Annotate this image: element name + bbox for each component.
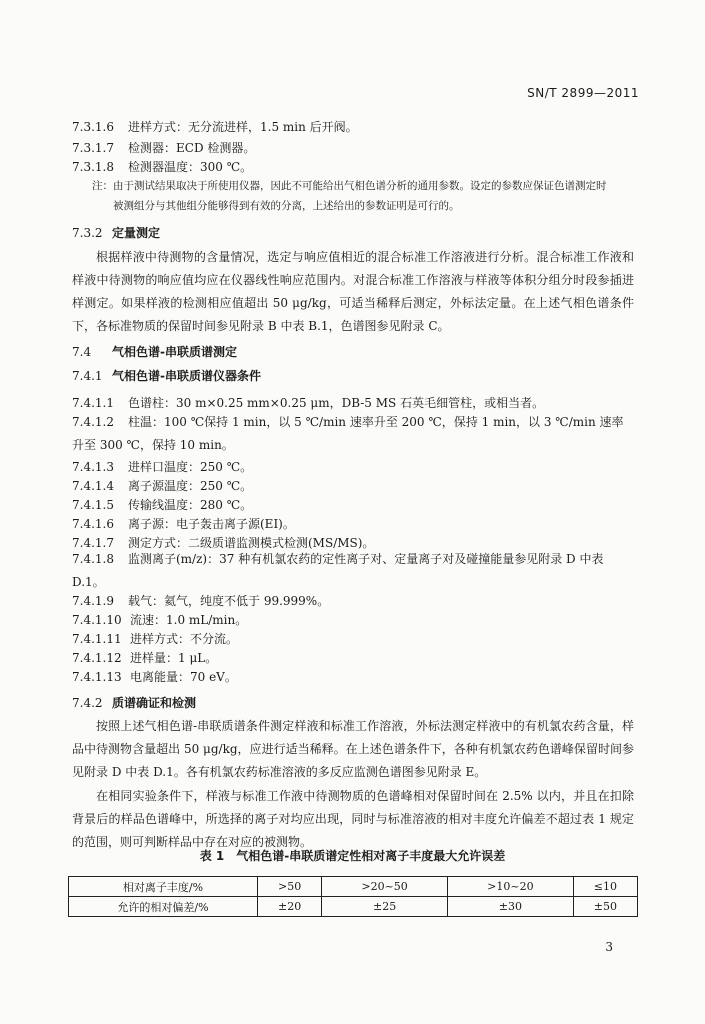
list-item: 7.4.1.12 进样量：1 μL。 (72, 651, 218, 665)
section-heading: 7.4.1 气相色谱-串联质谱仪器条件 (72, 369, 261, 383)
list-item: 7.4.1.8 监测离子(m/z)：37 种有机氯农药的定性离子对、定量离子对及碰撞能量参见附录 D 中表 D.1。 (72, 552, 604, 589)
table-row (69, 877, 638, 897)
list-item: 7.4.1.2 柱温：100 ℃保持 1 min，以 5 ℃/min 速率升至 200 ℃，保持 1 min，以 3 ℃/min 速率升至 300 ℃，保持 10 min。 (72, 415, 624, 452)
list-item: 7.4.1.6 离子源：电子轰击离子源(EI)。 (72, 517, 295, 531)
list-item: 7.3.1.6 进样方式：无分流进样，1.5 min 后开阀。 (72, 120, 358, 134)
section-heading: 7.4 气相色谱-串联质谱测定 (72, 345, 237, 359)
table-cell: 相对离子丰度/% (69, 877, 258, 897)
table-cell: ±50 (573, 897, 637, 917)
table-cell: ±30 (447, 897, 573, 917)
list-item: 7.3.1.7 检测器：ECD 检测器。 (72, 141, 256, 155)
list-item: 7.4.1.5 传输线温度：280 ℃。 (72, 498, 253, 512)
section-heading: 7.4.2 质谱确证和检测 (72, 696, 197, 710)
table-cell: ≤10 (573, 877, 637, 897)
section-heading: 7.3.2 定量测定 (72, 226, 161, 240)
list-item: 7.4.1.10 流速：1.0 mL/min。 (72, 613, 248, 627)
table-cell: 允许的相对偏差/% (69, 897, 258, 917)
list-item: 7.4.1.7 测定方式：二级质谱监测模式检测(MS/MS)。 (72, 536, 375, 550)
list-item: 7.4.1.3 进样口温度：250 ℃。 (72, 460, 253, 474)
list-item: 7.4.1.4 离子源温度：250 ℃。 (72, 479, 253, 493)
table-cell: >10~20 (447, 877, 573, 897)
table-title: 表 1 气相色谱-串联质谱定性相对离子丰度最大允许误差 (199, 849, 506, 863)
note: 注：由于测试结果取决于所使用仪器，因此不可能给出气相色谱分析的通用参数。设定的参数应保证色谱测定时 被测组分与其他组分能够得到有效的分离，上述给出的参数证明是可行的。 (92, 180, 607, 212)
paragraph: 根据样液中待测物的含量情况，选定与响应值相近的混合标准工作溶液进行分析。混合标准工作液和样液中待测物的响应值均应在仪器线性响应范围内。对混合标准工作溶液与样液等体积分组分时段参插进样测定。如果样液的检测相应值超出 50 μg/kg，可适当稀释后测定，外标法定量。在上述气相色谱条件下，各标准物质的保留时间参见附录 B 中表 B.1，色谱图参见附录 C。 (72, 250, 634, 333)
list-item: 7.4.1.13 电离能量：70 eV。 (72, 670, 237, 684)
paragraph: 按照上述气相色谱-串联质谱条件测定样液和标准工作溶液，外标法测定样液中的有机氯农药含量，样品中待测物含量超出 50 μg/kg，应进行适当稀释。在上述色谱条件下，各种有机氯农药色谱峰保留时间参见附录 D 中表 D.1。各有机氯农药标准溶液的多反应监测色谱图参见附录 E。 (72, 719, 634, 779)
list-item: 7.4.1.1 色谱柱：30 m×0.25 mm×0.25 μm，DB-5 MS 石英毛细管柱，或相当者。 (72, 396, 545, 410)
tolerance-table (68, 876, 638, 917)
list-item: 7.3.1.8 检测器温度：300 ℃。 (72, 160, 253, 174)
list-item: 7.4.1.9 载气：氦气，纯度不低于 99.999%。 (72, 594, 330, 608)
table-row (69, 897, 638, 917)
page-number: 3 (605, 940, 613, 954)
table-cell: >50 (258, 877, 322, 897)
paragraph: 在相同实验条件下，样液与标准工作液中待测物质的色谱峰相对保留时间在 2.5% 以内，并且在扣除背景后的样品色谱峰中，所选择的离子对均应出现，同时与标准溶液的相对丰度允许偏差不超过表 1 规定的范围，则可判断样品中存在对应的被测物。 (72, 789, 634, 849)
table-cell: ±20 (258, 897, 322, 917)
table-cell: >20~50 (322, 877, 448, 897)
standard-code: SN/T 2899—2011 (527, 86, 639, 100)
table-cell: ±25 (322, 897, 448, 917)
list-item: 7.4.1.11 进样方式：不分流。 (72, 632, 239, 646)
